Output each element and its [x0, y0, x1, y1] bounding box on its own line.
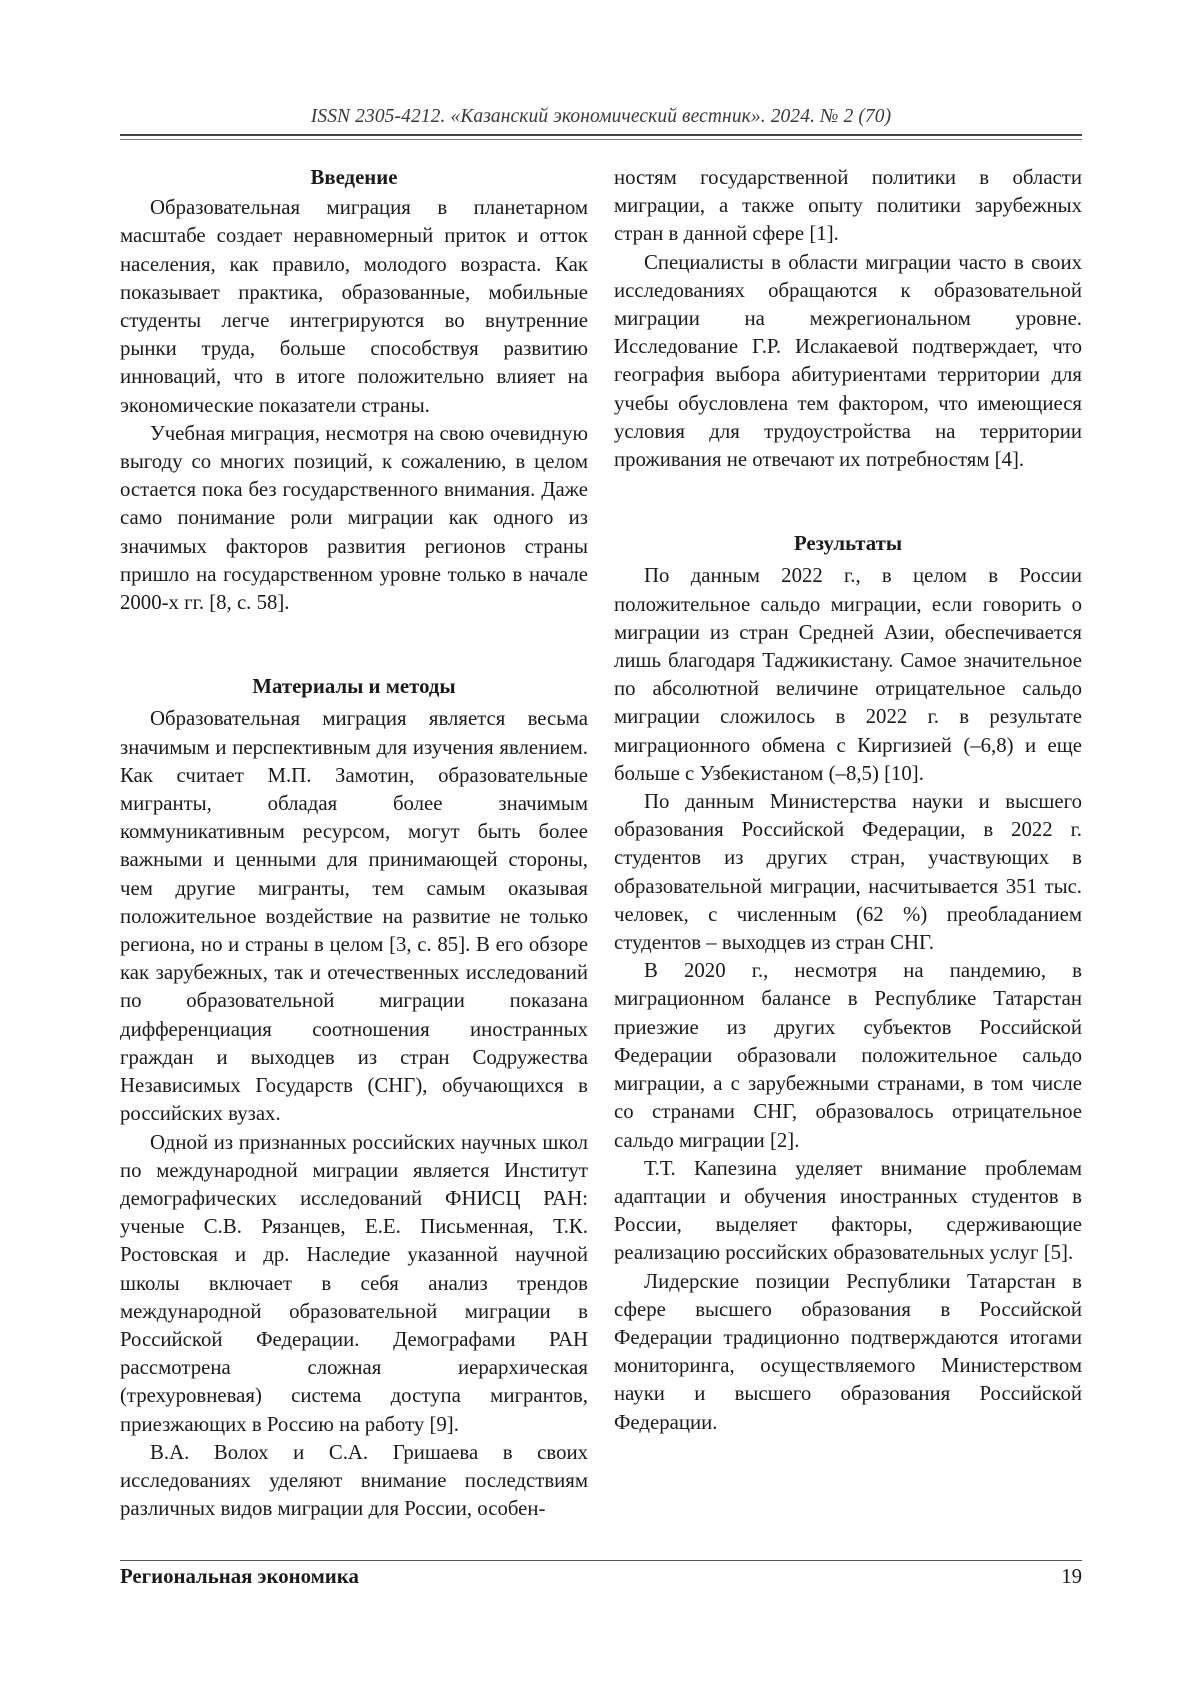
header-rule-thin — [120, 139, 1082, 140]
paragraph-continuation: ностям государственной политики в области миграции, а также опыту политики зарубежных стран в данной сфере [1]. — [614, 166, 1082, 246]
right-column — [614, 164, 1082, 1437]
paragraph: Образовательная миграция в планетарном масштабе создает неравномерный приток и отток населения, как правило, молодого возраста. Как показывает практика, образованные, мобильные студенты легче интегрируются во внутренние рынки труда, больше способствуя развитию инноваций, что в итоге положительно влияет на экономические показатели страны. — [120, 196, 588, 417]
footer-rule — [120, 1560, 1082, 1561]
paragraph: В.А. Волох и С.А. Гришаева в своих исследованиях уделяют внимание последствиям различных видов миграции для России, особен- — [120, 1440, 588, 1521]
left-column — [120, 164, 588, 1523]
paragraph: Одной из признанных российских научных школ по международной миграции является Институт демографических исследований ФНИСЦ РАН: ученые С.В. Рязанцев, Е.Е. Письменная, Т.К. Ростовская и др. Наследие указанной научной школы включает в себя анализ трендов международной образовательной миграции в Российской Федерации. Демографами РАН рассмотрена сложная иерархическая (трехуровневая) система доступа мигрантов, приезжающих в Россию на работу [9]. — [120, 1130, 588, 1436]
paragraph: Лидерские позиции Республики Татарстан в сфере высшего образования в Российской Федерации традиционно подтверждаются итогами мониторинга, осуществляемого Министерством науки и высшего образования Российской Федерации. — [614, 1269, 1082, 1434]
page-number: 19 — [1061, 1565, 1082, 1588]
paragraph: В 2020 г., несмотря на пандемию, в миграционном балансе в Республике Татарстан приезжие из других субъектов Российской Федерации образовали положительное сальдо миграции, а с зарубежными странами, в том числе со странами СНГ, образовалось отрицательное сальдо миграции [2]. — [614, 959, 1082, 1152]
paragraph: Учебная миграция, несмотря на свою очевидную выгоду со многих позиций, к сожалению, в целом остается пока без государственного внимания. Даже само понимание роли миграции как одного из значимых факторов развития регионов страны пришло на государственном уровне только в начале 2000-х гг. [8, с. 58]. — [120, 421, 588, 615]
header-rule-thick — [120, 134, 1082, 136]
paragraph: Образовательная миграция является весьма значимым и перспективным для изучения явлением. Как считает М.П. Замотин, образовательные мигранты, обладая более значимым коммуникативным ресурсом, могут быть более важными и ценными для принимающей стороны, чем другие мигранты, тем самым оказывая положительное воздействие на развитие не только региона, но и страны в целом [3, с. 85]. В его обзоре как зарубежных, так и отечественных исследований по образовательной миграции показана дифференциация соотношения иностранных граждан и выходцев из стран Содружества Независимых Государств (СНГ), обучающихся в российских вузах. — [120, 707, 588, 1126]
footer-section-title: Региональная экономика — [120, 1565, 359, 1588]
paragraph: Т.Т. Капезина уделяет внимание проблемам адаптации и обучения иностранных студентов в России, выделяет факторы, сдерживающие реализацию российских образовательных услуг [5]. — [614, 1156, 1082, 1265]
paragraph: По данным Министерства науки и высшего образования Российской Федерации, в 2022 г. студентов из других стран, участвующих в образовательной миграции, насчитывается 351 тыс. человек, с численным (62 %) преобладанием студентов – выходцев из стран СНГ. — [614, 790, 1082, 955]
section-heading-introduction: Введение — [310, 166, 398, 189]
section-heading-results: Результаты — [793, 532, 903, 556]
section-heading-methods: Материалы и методы — [252, 675, 456, 699]
journal-header: ISSN 2305-4212. «Казанский экономический вестник». 2024. № 2 (70) — [310, 106, 892, 127]
paragraph: Специалисты в области миграции часто в своих исследованиях обращаются к образовательной миграции на межрегиональном уровне. Исследование Г.Р. Ислакаевой подтверждает, что география выбора абитуриентами территории для учебы обусловлена тем фактором, что имеющиеся условия для трудоустройства на территории проживания не отвечают их потребностям [4]. — [614, 250, 1082, 472]
paragraph: По данным 2022 г., в целом в России положительное сальдо миграции, если говорить о миграции из стран Средней Азии, обеспечивается лишь благодаря Таджикистану. Самое значительное по абсолютной величине отрицательное сальдо миграции сложилось в 2022 г. в результате миграционного обмена с Киргизией (–6,8) и еще больше с Узбекистаном (–8,5) [10]. — [614, 564, 1082, 785]
